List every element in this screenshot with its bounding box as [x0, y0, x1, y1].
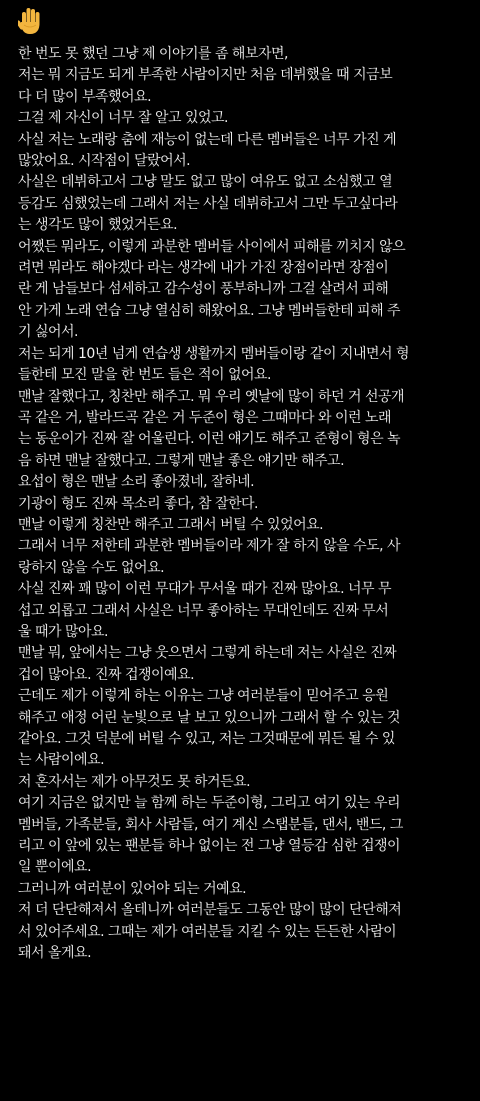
text-line: 그래서 너무 저한테 과분한 멤버들이라 제가 잘 하지 않을 수도, 사 [18, 538, 401, 555]
text-line: 기광이 형도 진짜 목소리 좋다, 참 잘한다. [18, 495, 258, 512]
text-line: 해주고 애정 어린 눈빛으로 날 보고 있으니까 그래서 할 수 있는 것 [18, 709, 401, 726]
text-line: 돼서 올게요. [18, 945, 92, 962]
text-line: 섭고 외롭고 그래서 사실은 너무 좋아하는 무대인데도 진짜 무서 [18, 602, 389, 619]
text-line: 겁이 많아요. 진짜 겁쟁이예요. [18, 666, 195, 683]
text-line: 일 뿐이에요. [18, 859, 92, 876]
text-line: 저 혼자서는 제가 아무것도 못 하거든요. [18, 773, 251, 790]
text-line: 맨날 뭐, 앞에서는 그냥 웃으면서 그렇게 하는데 저는 사실은 진짜 [18, 645, 397, 662]
text-line: 사실은 데뷔하고서 그냥 말도 없고 많이 여유도 없고 소심했고 열 [18, 174, 393, 191]
text-line: 는 생각도 많이 했었거든요. [18, 217, 178, 234]
text-line: 어쨌든 뭐라도, 이렇게 과분한 멤버들 사이에서 피해를 끼치지 않으 [18, 238, 406, 255]
text-line: 근데도 제가 이렇게 하는 이유는 그냥 여러분들이 믿어주고 응원 [18, 688, 389, 705]
waving-hand-icon [18, 6, 44, 36]
text-line: 랑하지 않을 수도 없어요. [18, 559, 165, 576]
text-line: 음 하면 맨날 잘했다고. 그렇게 맨날 좋은 얘기만 해주고. [18, 452, 345, 469]
text-line: 저 더 단단해져서 올테니까 여러분들도 그동안 많이 많이 단단해져 [18, 902, 402, 919]
text-line: 려면 뭐라도 해야겠다 라는 생각에 내가 가진 장점이라면 장점이 [18, 260, 389, 277]
text-line: 멤버들, 가족분들, 회사 사람들, 여기 계신 스탭분들, 댄서, 밴드, 그 [18, 816, 403, 833]
text-line: 사실 진짜 꽤 많이 이런 무대가 무서울 때가 진짜 많아요. 너무 무 [18, 581, 392, 598]
text-line: 저는 되게 10년 넘게 연습생 생활까지 멤버들이랑 같이 지내면서 형 [18, 345, 409, 362]
text-line: 많았어요. 시작점이 달랐어서. [18, 153, 191, 170]
text-line: 곡 같은 거, 발라드곡 같은 거 두준이 형은 그때마다 와 이런 노래 [18, 409, 392, 426]
text-line: 들한테 모진 말을 한 번도 들은 적이 없어요. [18, 367, 272, 384]
text-line: 그걸 제 자신이 너무 잘 알고 있었고. [18, 110, 228, 127]
text-line: 같아요. 그것 덕분에 버틸 수 있고, 저는 그것때문에 뭐든 될 수 있 [18, 731, 395, 747]
text-line: 사실 저는 노래랑 춤에 재능이 없는데 다른 멤버들은 너무 가진 게 [18, 131, 397, 148]
text-line: 리고 이 앞에 있는 팬분들 하나 없이는 전 그냥 열등감 심한 겁쟁이 [18, 838, 401, 855]
text-line: 기 싫어서. [18, 324, 78, 341]
text-line: 안 가게 노래 연습 그냥 열심히 해왔어요. 그냥 멤버들한테 피해 주 [18, 302, 401, 319]
text-line: 여기 지금은 없지만 늘 함께 하는 두준이형, 그리고 여기 있는 우리 [18, 795, 401, 812]
text-line: 다 더 많이 부족했어요. [18, 88, 152, 105]
text-line: 한 번도 못 했던 그냥 제 이야기를 좀 해보자면, [18, 46, 288, 62]
text-line: 란 게 남들보다 섬세하고 감수성이 풍부하니까 그걸 살려서 피해 [18, 281, 389, 298]
text-line: 저는 뭐 지금도 되게 부족한 사람이지만 처음 데뷔했을 때 지금보 [18, 67, 393, 84]
text-line: 맨날 이렇게 칭찬만 해주고 그래서 버틸 수 있었어요. [18, 516, 324, 533]
text-line: 그러니까 여러분이 있어야 되는 거예요. [18, 880, 247, 897]
message-body [18, 44, 468, 964]
text-line: 맨날 잘했다고, 칭찬만 해주고. 뭐 우리 옛날에 많이 하던 거 선공개 [18, 388, 405, 405]
text-line: 서 있어주세요. 그때는 제가 여러분들 지킬 수 있는 든든한 사람이 [18, 923, 397, 940]
text-line: 요섭이 형은 맨날 소리 좋아졌네, 잘하네. [18, 474, 255, 491]
text-line: 는 사람이에요. [18, 752, 105, 769]
text-line: 등감도 심했었는데 그래서 저는 사실 데뷔하고서 그만 두고싶다라 [18, 195, 398, 212]
text-line: 는 동운이가 진짜 잘 어울린다. 이런 얘기도 해주고 준형이 형은 녹 [18, 431, 401, 448]
text-line: 울 때가 많아요. [18, 623, 108, 640]
